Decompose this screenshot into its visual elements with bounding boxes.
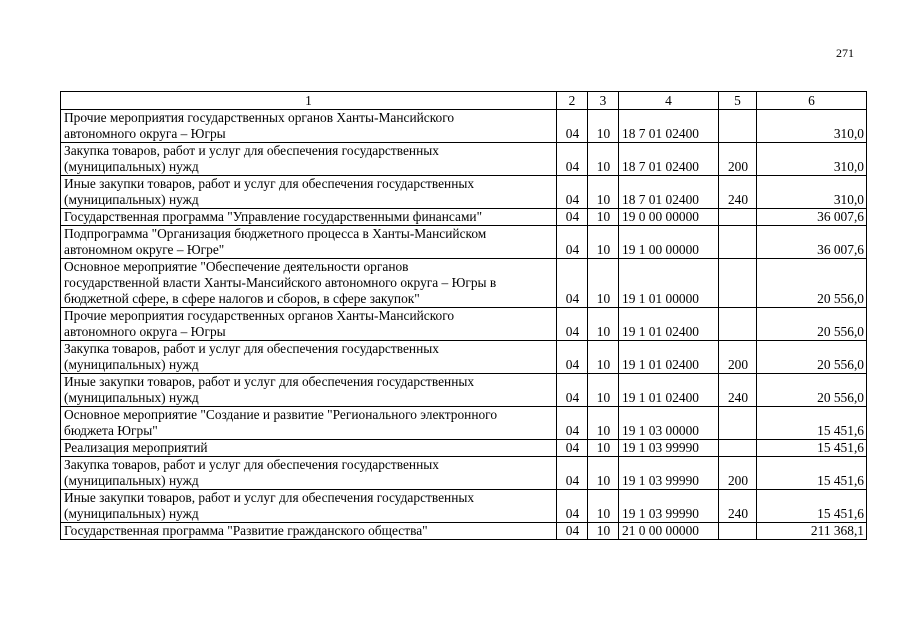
table-row (61, 308, 867, 341)
table-row (61, 226, 867, 259)
row-amount-cell: 15 451,6 (757, 490, 867, 523)
row-name-cell: Иные закупки товаров, работ и услуг для обеспечения государственных (муниципальных) нужд (61, 176, 557, 209)
row-target-code-cell: 19 1 00 00000 (619, 226, 719, 259)
row-amount-cell: 310,0 (757, 176, 867, 209)
row-name-cell: Государственная программа "Управление государственными финансами" (61, 209, 557, 226)
row-subsection-cell: 10 (588, 341, 619, 374)
row-subsection-cell: 10 (588, 110, 619, 143)
row-name-cell: Закупка товаров, работ и услуг для обеспечения государственных (муниципальных) нужд (61, 143, 557, 176)
row-amount-cell: 20 556,0 (757, 374, 867, 407)
row-subsection-cell: 10 (588, 457, 619, 490)
row-amount-cell: 20 556,0 (757, 308, 867, 341)
row-amount-cell: 310,0 (757, 110, 867, 143)
row-name-cell: Основное мероприятие "Создание и развитие "Регионального электронного бюджета Югры" (61, 407, 557, 440)
table-row (61, 523, 867, 540)
row-expense-type-cell: 240 (719, 374, 757, 407)
table-row (61, 407, 867, 440)
row-section-cell: 04 (557, 110, 588, 143)
row-target-code-cell: 19 1 01 02400 (619, 374, 719, 407)
row-expense-type-cell (719, 440, 757, 457)
row-name-cell: Иные закупки товаров, работ и услуг для обеспечения государственных (муниципальных) нужд (61, 490, 557, 523)
row-section-cell: 04 (557, 176, 588, 209)
header-col-4: 4 (619, 92, 719, 110)
row-amount-cell: 36 007,6 (757, 209, 867, 226)
header-col-1: 1 (61, 92, 557, 110)
row-expense-type-cell (719, 407, 757, 440)
row-name-cell: Иные закупки товаров, работ и услуг для обеспечения государственных (муниципальных) нужд (61, 374, 557, 407)
row-subsection-cell: 10 (588, 143, 619, 176)
table-row (61, 490, 867, 523)
row-name-cell: Прочие мероприятия государственных органов Ханты-Мансийского автономного округа – Югры (61, 308, 557, 341)
row-expense-type-cell (719, 110, 757, 143)
table-header-row (61, 92, 867, 110)
row-target-code-cell: 18 7 01 02400 (619, 110, 719, 143)
row-expense-type-cell (719, 226, 757, 259)
row-name-cell: Закупка товаров, работ и услуг для обеспечения государственных (муниципальных) нужд (61, 457, 557, 490)
row-subsection-cell: 10 (588, 440, 619, 457)
row-amount-cell: 36 007,6 (757, 226, 867, 259)
row-name-cell: Закупка товаров, работ и услуг для обеспечения государственных (муниципальных) нужд (61, 341, 557, 374)
table-row (61, 457, 867, 490)
table-row (61, 259, 867, 308)
row-target-code-cell: 19 1 01 02400 (619, 308, 719, 341)
row-amount-cell: 211 368,1 (757, 523, 867, 540)
table-row (61, 341, 867, 374)
row-expense-type-cell (719, 308, 757, 341)
row-expense-type-cell (719, 259, 757, 308)
table-row (61, 176, 867, 209)
row-expense-type-cell (719, 209, 757, 226)
table-row (61, 143, 867, 176)
row-expense-type-cell: 240 (719, 176, 757, 209)
header-col-5: 5 (719, 92, 757, 110)
row-section-cell: 04 (557, 457, 588, 490)
row-section-cell: 04 (557, 226, 588, 259)
row-subsection-cell: 10 (588, 407, 619, 440)
row-target-code-cell: 19 1 03 99990 (619, 440, 719, 457)
table-row (61, 440, 867, 457)
row-subsection-cell: 10 (588, 374, 619, 407)
row-section-cell: 04 (557, 143, 588, 176)
row-amount-cell: 15 451,6 (757, 440, 867, 457)
table-row (61, 374, 867, 407)
row-name-cell: Подпрограмма "Организация бюджетного процесса в Ханты-Мансийском автономном округе – Югре" (61, 226, 557, 259)
table-body (61, 110, 867, 540)
row-expense-type-cell: 200 (719, 457, 757, 490)
row-section-cell: 04 (557, 209, 588, 226)
page-number: 271 (836, 46, 854, 60)
row-section-cell: 04 (557, 523, 588, 540)
row-expense-type-cell: 240 (719, 490, 757, 523)
row-amount-cell: 20 556,0 (757, 259, 867, 308)
row-amount-cell: 15 451,6 (757, 407, 867, 440)
header-col-6: 6 (757, 92, 867, 110)
table-row (61, 110, 867, 143)
row-section-cell: 04 (557, 341, 588, 374)
table-row (61, 209, 867, 226)
row-name-cell: Государственная программа "Развитие гражданского общества" (61, 523, 557, 540)
budget-table (60, 91, 867, 540)
row-target-code-cell: 21 0 00 00000 (619, 523, 719, 540)
row-name-cell: Прочие мероприятия государственных органов Ханты-Мансийского автономного округа – Югры (61, 110, 557, 143)
row-expense-type-cell: 200 (719, 143, 757, 176)
row-target-code-cell: 19 0 00 00000 (619, 209, 719, 226)
row-subsection-cell: 10 (588, 523, 619, 540)
row-section-cell: 04 (557, 440, 588, 457)
row-section-cell: 04 (557, 308, 588, 341)
row-amount-cell: 310,0 (757, 143, 867, 176)
row-target-code-cell: 18 7 01 02400 (619, 143, 719, 176)
row-amount-cell: 20 556,0 (757, 341, 867, 374)
row-section-cell: 04 (557, 374, 588, 407)
header-col-3: 3 (588, 92, 619, 110)
row-expense-type-cell: 200 (719, 341, 757, 374)
row-subsection-cell: 10 (588, 490, 619, 523)
row-subsection-cell: 10 (588, 176, 619, 209)
row-name-cell: Основное мероприятие "Обеспечение деятельности органов государственной власти Ханты-Мансийского автономного округа – Югры в бюджетной сфере, в сфере налогов и сборов, в сфере закупок" (61, 259, 557, 308)
row-target-code-cell: 19 1 03 99990 (619, 490, 719, 523)
header-col-2: 2 (557, 92, 588, 110)
row-target-code-cell: 19 1 01 00000 (619, 259, 719, 308)
row-target-code-cell: 18 7 01 02400 (619, 176, 719, 209)
row-subsection-cell: 10 (588, 259, 619, 308)
row-target-code-cell: 19 1 01 02400 (619, 341, 719, 374)
row-subsection-cell: 10 (588, 209, 619, 226)
row-amount-cell: 15 451,6 (757, 457, 867, 490)
row-target-code-cell: 19 1 03 99990 (619, 457, 719, 490)
row-name-cell: Реализация мероприятий (61, 440, 557, 457)
row-section-cell: 04 (557, 259, 588, 308)
row-section-cell: 04 (557, 407, 588, 440)
row-target-code-cell: 19 1 03 00000 (619, 407, 719, 440)
row-section-cell: 04 (557, 490, 588, 523)
row-subsection-cell: 10 (588, 308, 619, 341)
row-subsection-cell: 10 (588, 226, 619, 259)
row-expense-type-cell (719, 523, 757, 540)
